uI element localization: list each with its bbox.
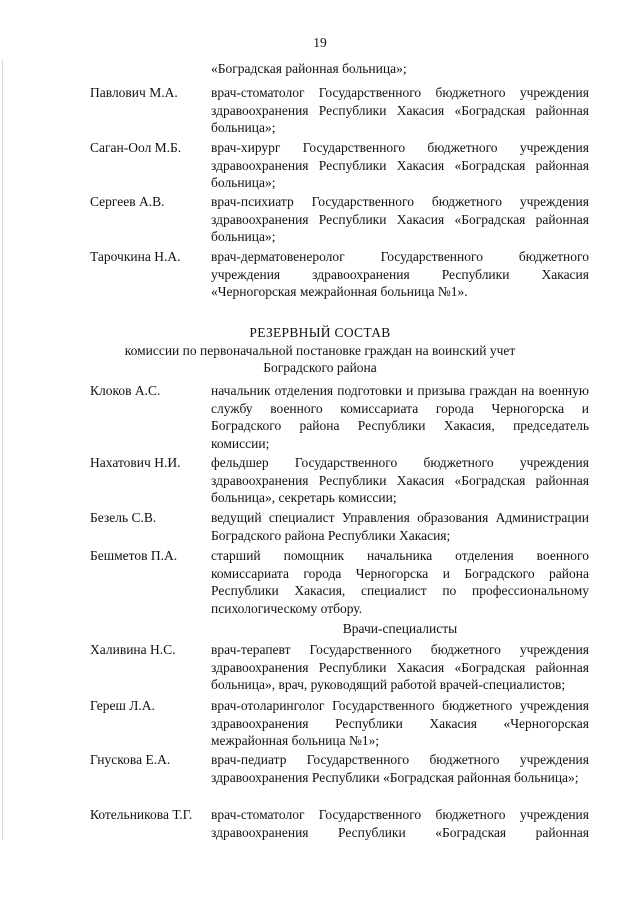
member-name: Нахатович Н.И. — [90, 455, 181, 470]
member-description: начальник отделения подготовки и призыва граждан на военную службу военного комиссариата города Черногорска и Боградского района Республики Хакасия, председатель комиссии; — [211, 383, 589, 451]
reserve-entry-beshmetov — [0, 547, 640, 617]
member-description: врач-педиатр Государственного бюджетного учреждения здравоохранения Республики «Боградская районная больница»; — [211, 752, 589, 785]
doctor-entry-geresh — [0, 697, 640, 750]
member-name: Саган-Оол М.Б. — [90, 140, 182, 155]
member-description: фельдшер Государственного бюджетного учреждения здравоохранения Республики Хакасия «Боградская районная больница», секретарь комиссии; — [211, 455, 589, 506]
member-entry — [0, 248, 640, 301]
member-name: Халивина Н.С. — [90, 642, 176, 657]
member-entry — [0, 547, 640, 617]
doctor-entry-kotelnikova — [0, 806, 640, 841]
member-entry-sagan-ool — [0, 139, 640, 192]
continuation-block — [0, 60, 640, 78]
member-entry — [0, 382, 640, 452]
reserve-subtitle-line2: Боградского района — [263, 360, 377, 375]
member-entry — [0, 509, 640, 544]
member-entry — [0, 193, 640, 246]
member-description: врач-отоларинголог Государственного бюджетного учреждения здравоохранения Республики Хакасия «Черногорская межрайонная больница №1»; — [211, 698, 589, 749]
member-name: Безель С.В. — [90, 510, 157, 525]
member-name: Гереш Л.А. — [90, 698, 155, 713]
member-description: врач-стоматолог Государственного бюджетного учреждения здравоохранения Республики Хакасия «Боградская районная больница»; — [211, 85, 589, 136]
member-description: врач-хирург Государственного бюджетного учреждения здравоохранения Республики Хакасия «Боградская районная больница»; — [211, 140, 589, 191]
member-entry — [0, 454, 640, 507]
doctors-heading: Врачи-специалисты — [342, 621, 458, 636]
member-description: врач-терапевт Государственного бюджетного учреждения здравоохранения Республики Хакасия «Боградская районная больница», врач, руководящий работой врачей-специалистов; — [211, 642, 589, 693]
member-name: Тарочкина Н.А. — [90, 249, 181, 264]
reserve-subtitle-line1: комиссии по первоначальной постановке граждан на воинский учет — [124, 343, 516, 358]
member-entry — [0, 139, 640, 192]
member-description: врач-психиатр Государственного бюджетного учреждения здравоохранения Республики Хакасия «Боградская районная больница»; — [211, 194, 589, 245]
member-description: врач-дерматовенеролог Государственного бюджетного учреждения здравоохранения Республики Хакасия «Черногорская межрайонная больница №1». — [211, 249, 589, 300]
member-name: Котельникова Т.Г. — [90, 807, 193, 822]
member-name: Сергеев А.В. — [90, 194, 165, 209]
continuation-entry — [0, 60, 640, 78]
member-entry — [0, 697, 640, 750]
member-entry-pavlovich — [0, 84, 640, 137]
member-description: старший помощник начальника отделения военного комиссариата города Черногорска и Боградского района Республики Хакасия, специалист по профессиональному психологическому отбору. — [211, 548, 589, 616]
reserve-entry-nakhatovich — [0, 454, 640, 507]
member-name: Гнускова Е.А. — [90, 752, 171, 767]
member-name: Бешметов П.А. — [90, 548, 178, 563]
member-entry-tarochkina — [0, 248, 640, 301]
member-entry — [0, 641, 640, 694]
reserve-title: РЕЗЕРВНЫЙ СОСТАВ — [249, 325, 391, 340]
doctor-entry-khalivina — [0, 641, 640, 694]
member-entry — [0, 84, 640, 137]
member-entry — [0, 806, 640, 841]
continuation-text: «Боградская районная больница»; — [211, 61, 407, 76]
reserve-entry-klokov — [0, 382, 640, 452]
member-description: ведущий специалист Управления образования Администрации Боградского района Республики Хакасия; — [211, 510, 589, 543]
reserve-entry-bezel — [0, 509, 640, 544]
member-entry — [0, 751, 640, 786]
member-name: Павлович М.А. — [90, 85, 178, 100]
page-number: 19 — [313, 35, 327, 50]
member-name: Клоков А.С. — [90, 383, 161, 398]
doctor-entry-gnuskova — [0, 751, 640, 786]
member-entry-sergeev — [0, 193, 640, 246]
member-description: врач-стоматолог Государственного бюджетного учреждения здравоохранения Республики «Боградская районная — [211, 807, 589, 840]
